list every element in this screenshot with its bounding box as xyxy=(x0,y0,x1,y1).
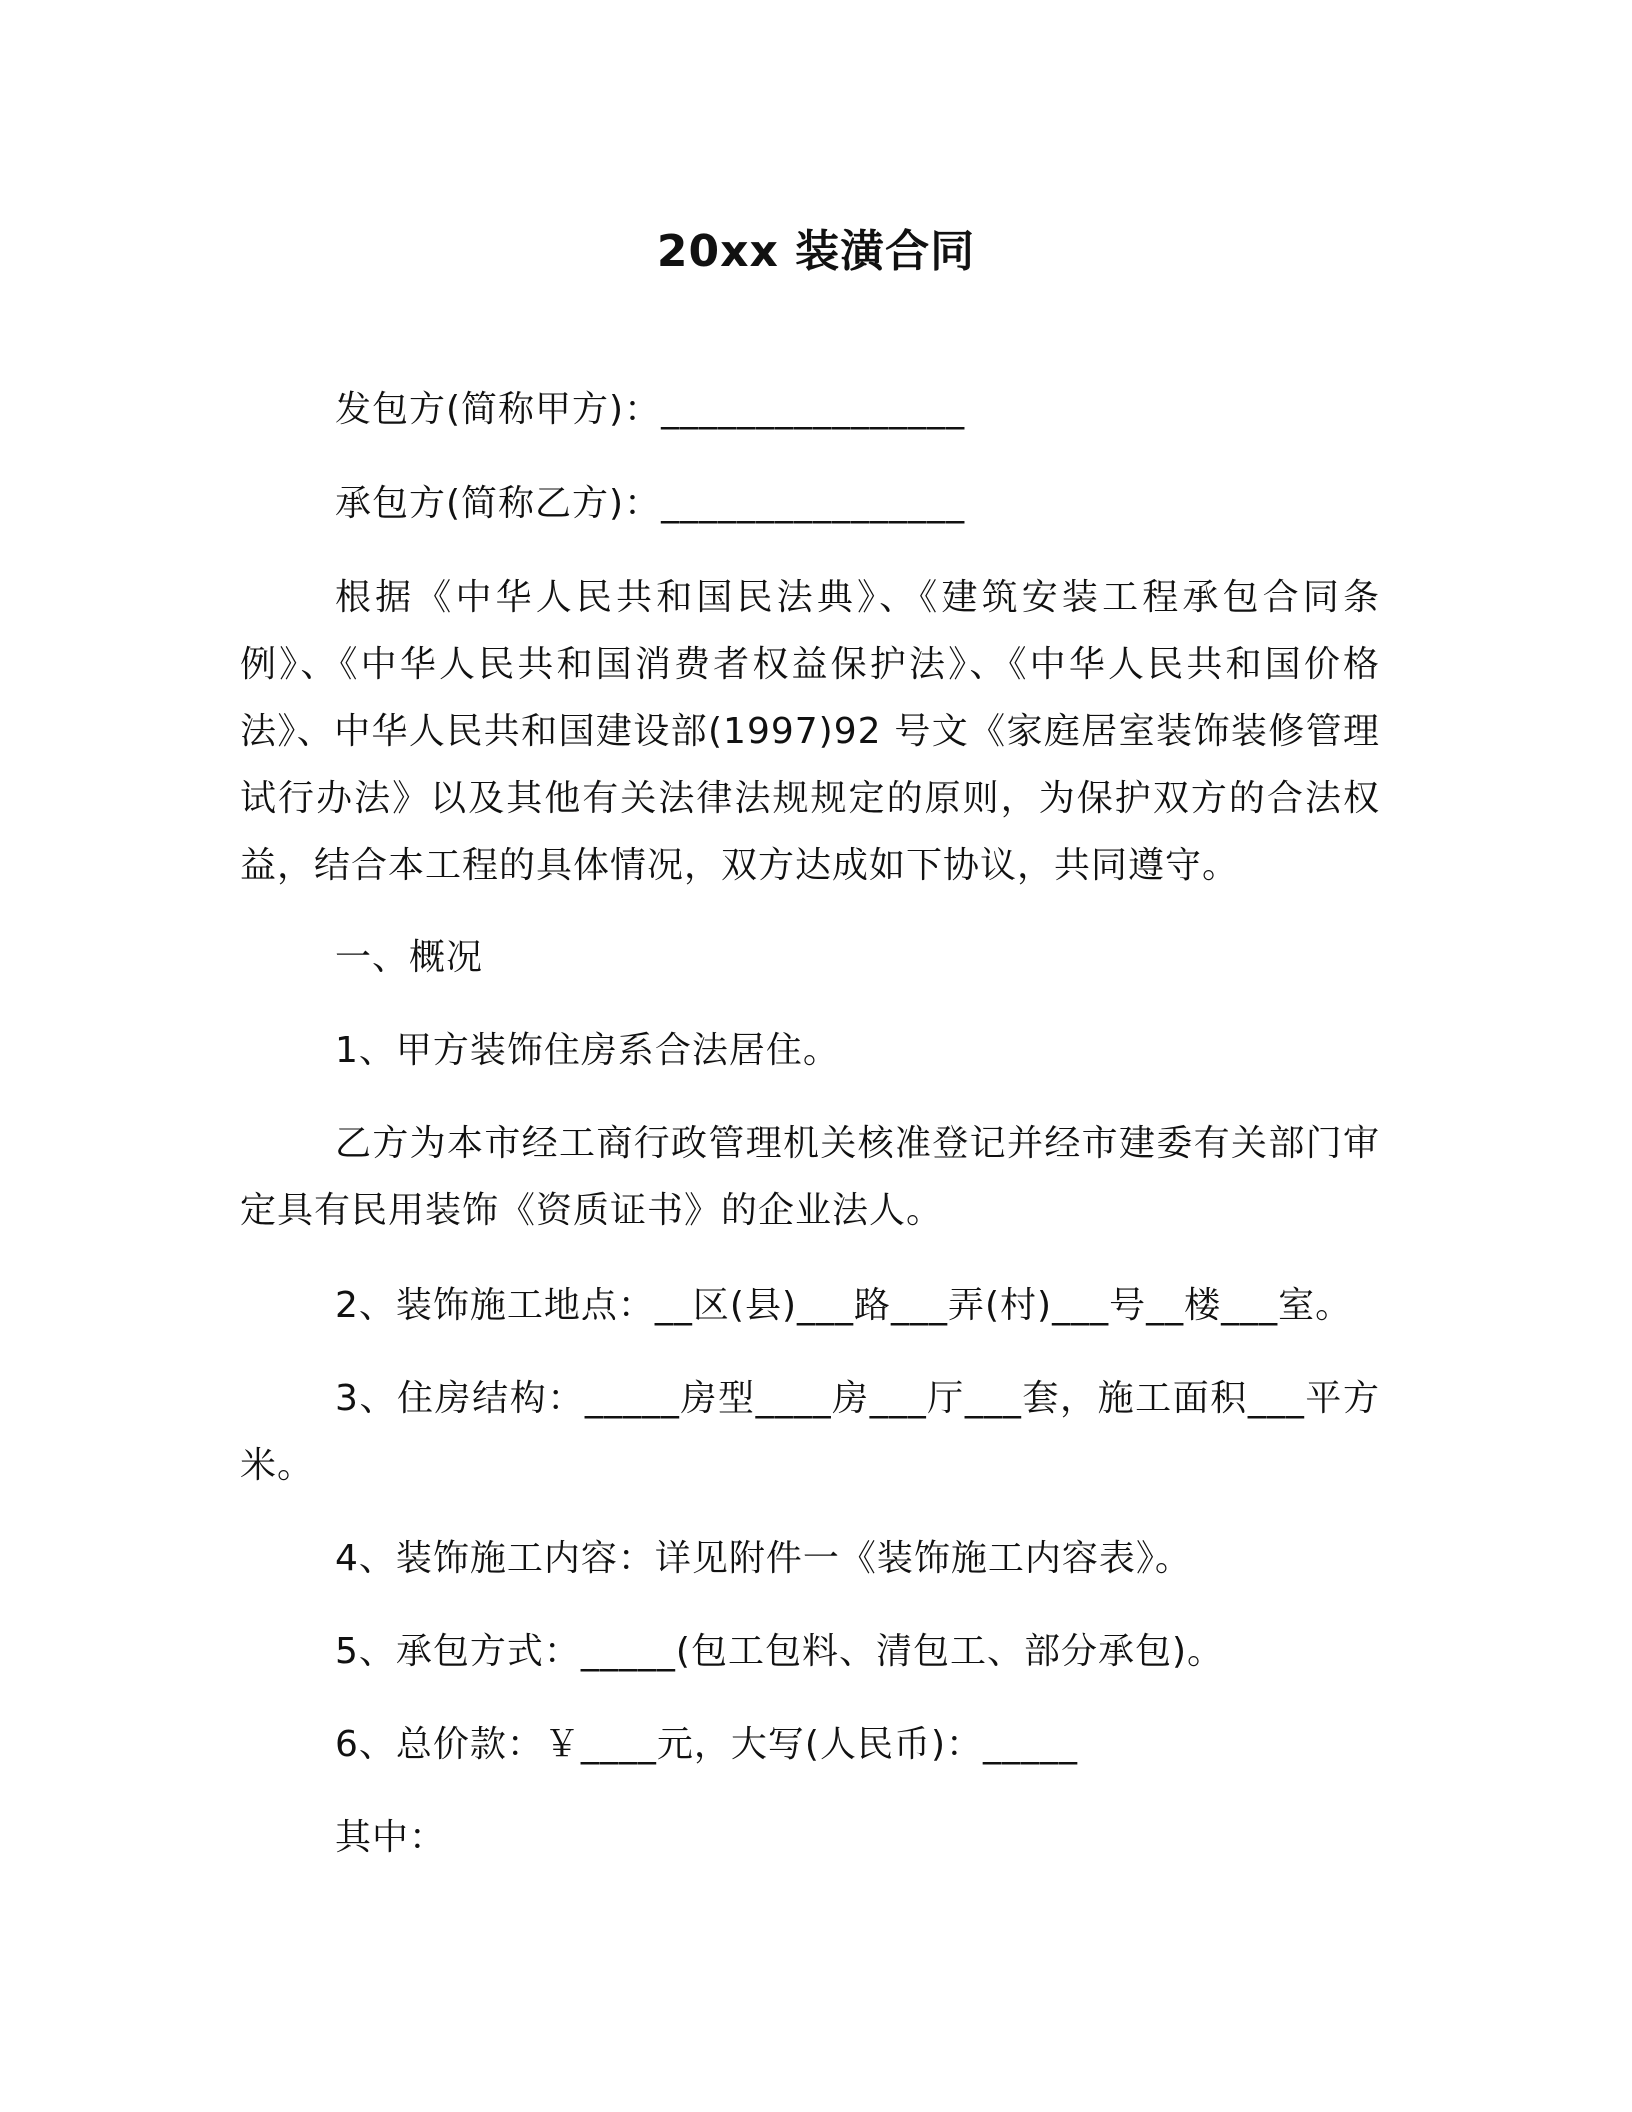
item-3: 3、住房结构：_____房型____房___厅___套，施工面积___平方米。 xyxy=(240,1378,1380,1486)
item-6: 6、总价款：￥____元，大写(人民币)：_____ xyxy=(335,1724,1078,1765)
section-1-heading: 一、概况 xyxy=(335,937,484,978)
item-5: 5、承包方式：_____(包工包料、清包工、部分承包)。 xyxy=(335,1631,1224,1672)
item-2: 2、装饰施工地点：__区(县)___路___弄(村)___号__楼___室。 xyxy=(335,1285,1353,1326)
preamble-paragraph: 根据《中华人民共和国民法典》、《建筑安装工程承包合同条例》、《中华人民共和国消费者权益保护法》、《中华人民共和国价格法》、中华人民共和国建设部(1997)92 号文《家庭居室装饰装修管理试行办法》以及其他有关法律法规规定的原则，为保护双方的合法权益，结合本工程的具体情况，双方达成如下协议，共同遵守。 xyxy=(240,577,1380,886)
document-title: 20xx 装潢合同 xyxy=(656,226,976,277)
item-1: 1、甲方装饰住房系合法居住。 xyxy=(335,1030,840,1071)
party-b-line: 承包方(简称乙方)：________________ xyxy=(335,483,966,524)
party-a-line: 发包方(简称甲方)：________________ xyxy=(335,389,966,430)
item-6-sub: 其中： xyxy=(335,1817,447,1858)
item-1-note: 乙方为本市经工商行政管理机关核准登记并经市建委有关部门审定具有民用装饰《资质证书》的企业法人。 xyxy=(240,1123,1380,1231)
item-4: 4、装饰施工内容：详见附件一《装饰施工内容表》。 xyxy=(335,1538,1192,1579)
